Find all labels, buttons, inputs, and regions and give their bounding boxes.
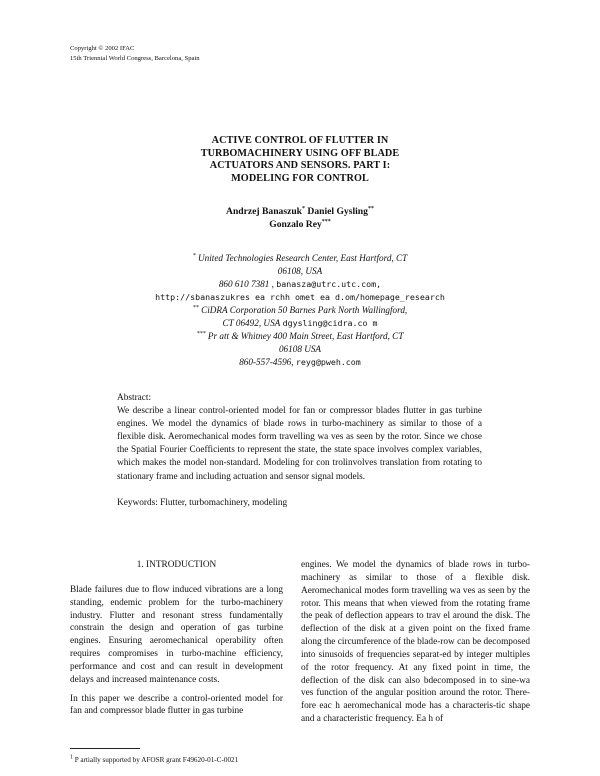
title-line: ACTIVE CONTROL OF FLUTTER IN	[211, 135, 389, 146]
abstract-text: We describe a linear control-oriented model for fan or compressor blades flutter in gas turbine engines. We model the dynamics of blade rows in turbo-machinery as similar to those of a flexible disk. Aeromechanical modes form travelling wa ves as seen by the rotor. Since we chose the Spatial Fourier Coefficients to represent the state, the state space involves complex variables, which makes the model non-standard. Modeling for con trolinvolves translation from rotating to stationary frame and including actuation and sensor signal models.	[117, 406, 482, 482]
footnote-text: P artially supported by AFOSR grant F49620-01-C-0021	[74, 756, 239, 764]
email-link[interactable]: dgysling@cidra.co m	[282, 318, 378, 328]
affiliation-mark: *	[192, 252, 196, 259]
affiliation-text: CT 06492, USA	[222, 318, 281, 328]
header	[70, 44, 200, 64]
author-name: Gonzalo Rey	[269, 219, 322, 230]
affiliation-text: 06108 USA	[278, 344, 322, 354]
abstract-label: Abstract:	[117, 393, 152, 403]
footnote	[70, 756, 238, 765]
paragraph: In this paper we describe a control-oriented model for fan and compressor blade flutter in gas turbine	[70, 693, 283, 717]
affiliations	[120, 252, 480, 369]
author-mark: *	[302, 205, 306, 212]
paragraph: Blade failures due to flow induced vibrations are a long standing, endemic problem for the turbo-machinery industry. Flutter and resonant stress fundamentally constrain the design and operation of gas turbine engines. Ensuring aeromechanical operability often requires compromises in turbo-machine efficiency, performance and cost and can result in development delays and increased maintenance costs.	[70, 584, 283, 685]
paragraph: engines. We model the dynamics of blade rows in turbo-machinery as similar to those of a flexible disk. Aeromechanical modes form travelling wa ves as seen by the rotor. This means that when viewed from the rotating frame the peak of deflection appears to trav el around the disk. The deflection of the disk at a given point on the fixed frame along the circumference of the blade-row can be decomposed into sinusoids of frequencies separat-ed by integer multiples of the rotor frequency. At any fixed point in time, the deflection of the disk can also bdecomposed in to sine-wa ves function of the angular position around the rotor. There-fore eac h aeromechanical mode has a characteris-tic shape and a characteristic frequency. Ea h of	[301, 560, 530, 725]
email-link[interactable]: banasza@utrc.utc.com,	[276, 279, 382, 289]
phone-number: 860 610 7381 ,	[218, 279, 274, 289]
phone-number: 860-557-4596,	[239, 357, 294, 367]
title-line: TURBOMACHINERY USING OFF BLADE	[200, 147, 400, 159]
footnote-mark: 1	[70, 754, 73, 761]
affiliation-text: United Technologies Research Center, East Hartford, CT	[198, 253, 408, 263]
affiliation-text: Pr att & Whitney 400 Main Street, East Hartford, CT	[207, 331, 404, 341]
author-mark: **	[367, 205, 374, 212]
affiliation-mark: ***	[196, 330, 206, 337]
author-name: Andrzej Banaszuk	[226, 206, 303, 217]
affiliation-mark: **	[192, 304, 199, 311]
author-list	[120, 205, 480, 231]
email-link[interactable]: reyg@pweh.com	[295, 357, 361, 367]
homepage-url[interactable]: http://sbanaszukres ea rchh omet ea d.om/homepage_research	[155, 292, 445, 302]
copyright-line: Copyright © 2002 IFAC	[70, 45, 135, 52]
title-line: MODELING FOR CONTROL	[231, 172, 369, 184]
footnote-rule	[70, 748, 140, 749]
author-name: Daniel Gysling	[307, 206, 368, 217]
congress-line: 15th Triennial World Congress, Barcelona, Spain	[70, 55, 200, 62]
title-line: ACTUATORS AND SENSORS. PART I:	[209, 160, 391, 171]
author-mark: ***	[321, 218, 331, 225]
paper-title	[120, 135, 480, 185]
abstract	[117, 392, 482, 484]
right-column	[301, 559, 530, 726]
keywords: Keywords: Flutter, turbomachinery, modeling	[117, 498, 288, 508]
section-heading: 1. INTRODUCTION	[136, 560, 217, 570]
affiliation-text: CiDRA Corporation 50 Barnes Park North Wallingford,	[201, 305, 408, 315]
affiliation-text: 06108, USA	[277, 266, 323, 276]
left-column	[70, 559, 283, 718]
